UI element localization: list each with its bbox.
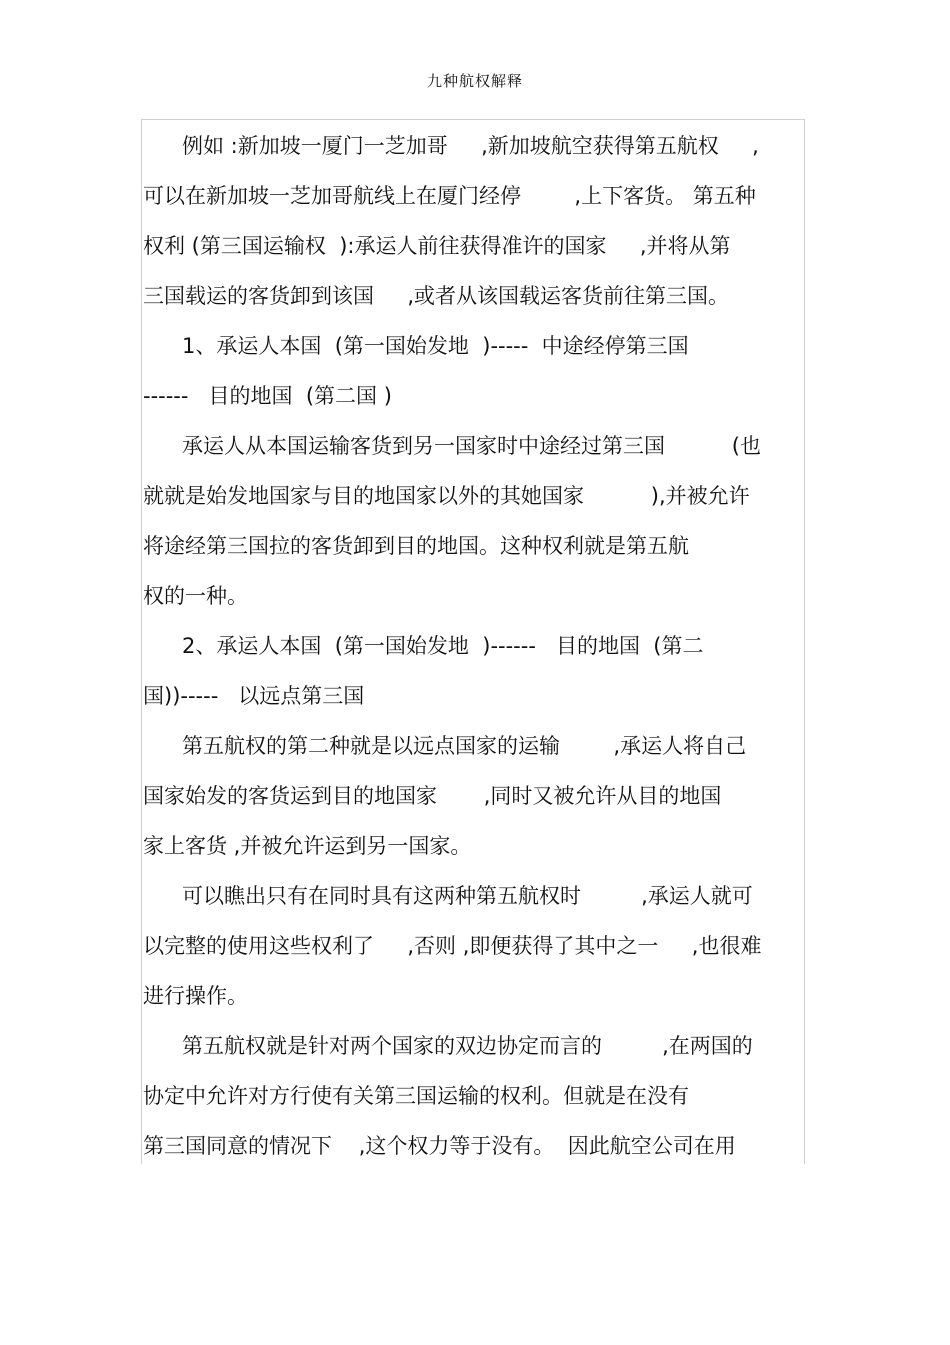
- text-line: 权利 (第三国运输权 ):承运人前往获得准许的国家 ,并将从第: [143, 234, 731, 258]
- text-line: 第五航权就是针对两个国家的双边协定而言的 ,在两国的: [182, 1034, 753, 1058]
- text-line: 例如 :新加坡一厦门一芝加哥 ,新加坡航空获得第五航权 ,: [182, 134, 759, 158]
- text-line: 第三国同意的情况下 ,这个权力等于没有。 因此航空公司在用: [143, 1134, 736, 1158]
- text-line: 就就是始发地国家与目的地国家以外的其她国家 ),并被允许: [143, 484, 750, 508]
- list-item-heading: 国))----- 以远点第三国: [143, 684, 365, 708]
- text-line: 权的一种。: [143, 584, 248, 608]
- list-item-heading: 1、承运人本国 (第一国始发地 )----- 中途经停第三国: [182, 334, 689, 358]
- text-line: 进行操作。: [143, 984, 248, 1008]
- text-line: 第五航权的第二种就是以远点国家的运输 ,承运人将自己: [182, 734, 747, 758]
- list-item-heading: ------ 目的地国 (第二国 ): [143, 384, 392, 408]
- text-line: 承运人从本国运输客货到另一国家时中途经过第三国 (也: [182, 434, 761, 458]
- text-line: 三国载运的客货卸到该国 ,或者从该国载运客货前往第三国。: [143, 284, 730, 308]
- text-line: 将途经第三国拉的客货卸到目的地国。这种权利就是第五航: [143, 534, 689, 558]
- text-line: 以完整的使用这些权利了 ,否则 ,即便获得了其中之一 ,也很难: [143, 934, 762, 958]
- list-item-heading: 2、承运人本国 (第一国始发地 )------ 目的地国 (第二: [182, 634, 704, 658]
- text-line: 家上客货 ,并被允许运到另一国家。: [143, 834, 472, 858]
- text-line: 协定中允许对方行使有关第三国运输的权利。但就是在没有: [143, 1084, 689, 1108]
- text-line: 可以瞧出只有在同时具有这两种第五航权时 ,承运人就可: [182, 884, 753, 908]
- text-line: 国家始发的客货运到目的地国家 ,同时又被允许从目的地国: [143, 784, 722, 808]
- text-line: 可以在新加坡一芝加哥航线上在厦门经停 ,上下客货。 第五种: [143, 184, 756, 208]
- page-title: 九种航权解释: [426, 72, 523, 90]
